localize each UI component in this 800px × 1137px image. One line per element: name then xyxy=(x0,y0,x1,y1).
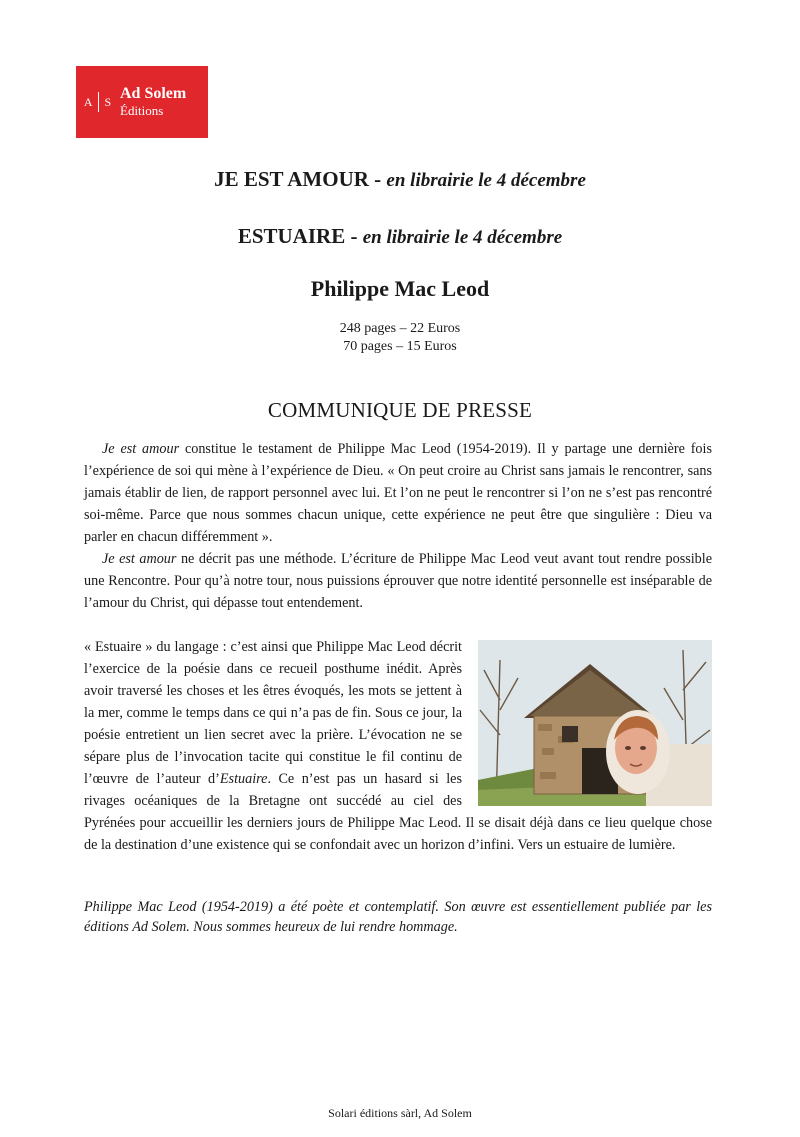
book-title-estuaire: ESTUAIRE - en librairie le 4 décembre xyxy=(237,224,563,248)
book-title-je-est-amour: JE EST AMOUR - en librairie le 4 décembre xyxy=(214,167,586,191)
logo-monogram: A S xyxy=(76,66,120,138)
edition-details xyxy=(0,320,800,356)
author-name: Philippe Mac Leod xyxy=(310,276,490,301)
logo-block xyxy=(76,66,208,138)
estuaire-section xyxy=(84,636,712,856)
closing-statement: Philippe Mac Leod (1954-2019) a été poète et contemplatif. Son œuvre est essentiellement publiée par les éditions Ad Solem. Nous sommes heureux de lui rendre hommage. xyxy=(84,899,712,935)
intro-section xyxy=(84,438,712,614)
logo-subtitle: Éditions xyxy=(120,103,164,118)
intro-paragraph: Je est amour ne décrit pas une méthode. L’écriture de Philippe Mac Leod veut avant tout rendre possible une Rencontre. Pour qu’à notre tour, nous puissions éprouver que notre identité personnelle est inséparable de l’amour du Christ, qui dépasse tout entendement. xyxy=(84,551,713,611)
estuaire-paragraph: « Estuaire » du langage : c’est ainsi que Philippe Mac Leod décrit l’exercice de la poésie dans ce recueil posthume inédit. Après avoir traversé les choses et les êtres évoqués, les mots se jettent à la mer, comme le temps dans ce qui n’a pas de fin. Sous ce jour, la poésie entretient un lien secret avec la prière. L’évocation ne se sépare plus de l’invocation tacite qui constitue le fil continu de l’œuvre de l’auteur d’Estuaire. Ce n’est pas un hasard si les rivages océaniques de la Bretagne ont succédé au ciel des Pyrénées pour accueillir les derniers jours de Philippe Mac Leod. Il se disait déjà dans ce lieu quelque chose de la destination d’une existence qui se confondait avec un horizon d’infini. Vers un estuaire de lumière. xyxy=(84,639,712,853)
publisher-logo xyxy=(76,66,208,138)
intro-paragraph: Je est amour constitue le testament de Philippe Mac Leod (1954-2019). Il y partage une dernière fois l’expérience de soi qui mène à l’expérience de Dieu. « On peut croire au Christ sans jamais le rencontrer, sans jamais établir de lien, de rapport personnel avec lui. Et l’on ne peut le rencontrer si l’on ne s’est pas rencontré soi-même. Parce que nous sommes chacun unique, cette expérience ne peut être que singulière : Dieu va parler en chacun différemment ». xyxy=(84,441,712,545)
edition-line: 70 pages – 15 Euros xyxy=(343,339,457,354)
logo-text xyxy=(120,85,186,119)
press-heading: COMMUNIQUE DE PRESSE xyxy=(267,398,533,422)
page-footer: Solari éditions sàrl, Ad Solem xyxy=(328,1106,472,1120)
author-photo xyxy=(478,640,712,806)
logo-name: Ad Solem xyxy=(120,85,187,102)
edition-line: 248 pages – 22 Euros xyxy=(339,321,461,336)
